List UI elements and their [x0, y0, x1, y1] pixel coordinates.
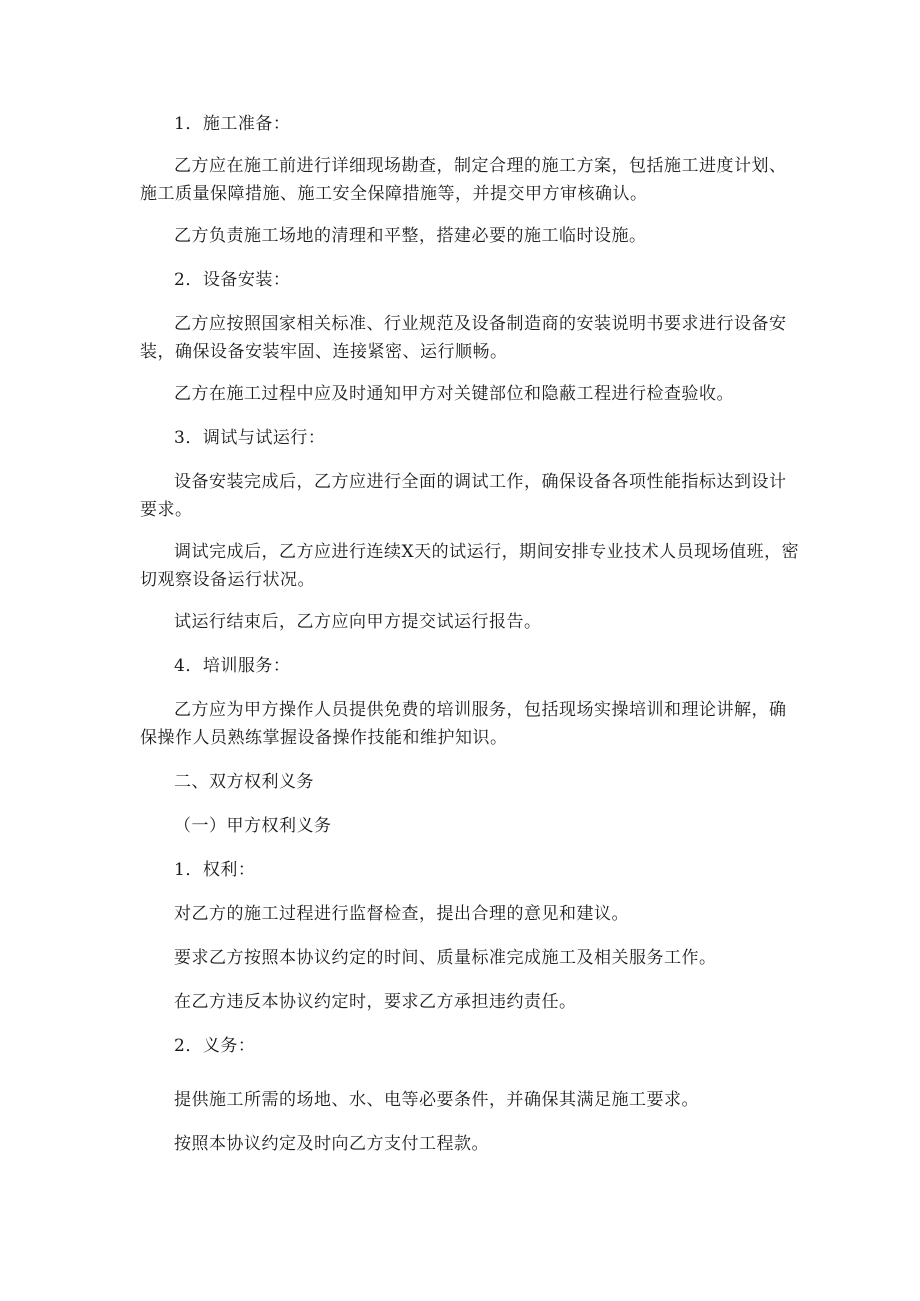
chapter-heading-rights-obligations: 二、双方权利义务: [174, 772, 314, 792]
paragraph: 乙方在施工过程中应及时通知甲方对关键部位和隐蔽工程进行检查验收。: [174, 384, 734, 404]
paragraph: 在乙方违反本协议约定时，要求乙方承担违约责任。: [174, 992, 577, 1012]
section-heading-debug-trial-run: 3．调试与试运行：: [174, 428, 326, 448]
paragraph: 按照本协议约定及时向乙方支付工程款。: [174, 1134, 489, 1154]
subsection-heading-party-a: （一）甲方权利义务: [174, 816, 332, 836]
paragraph: 调试完成后，乙方应进行连续X天的试运行，期间安排专业技术人员现场值班，密切观察设备运行状况。: [140, 542, 800, 590]
section-heading-construction-prep: 1．施工准备：: [174, 114, 291, 134]
paragraph: 乙方应在施工前进行详细现场勘查，制定合理的施工方案，包括施工进度计划、施工质量保障措施、施工安全保障措施等，并提交甲方审核确认。: [140, 156, 787, 204]
section-heading-obligations: 2．义务：: [174, 1036, 256, 1056]
paragraph: 试运行结束后，乙方应向甲方提交试运行报告。: [174, 612, 542, 632]
section-heading-training-service: 4．培训服务：: [174, 656, 291, 676]
paragraph: 提供施工所需的场地、水、电等必要条件，并确保其满足施工要求。: [174, 1090, 699, 1110]
section-heading-equipment-install: 2．设备安装：: [174, 270, 291, 290]
paragraph: 乙方应按照国家相关标准、行业规范及设备制造商的安装说明书要求进行设备安装，确保设备安装牢固、连接紧密、运行顺畅。: [140, 314, 787, 362]
paragraph: 乙方负责施工场地的清理和平整，搭建必要的施工临时设施。: [174, 226, 647, 246]
paragraph: 对乙方的施工过程进行监督检查，提出合理的意见和建议。: [174, 904, 629, 924]
section-heading-rights: 1．权利：: [174, 860, 256, 880]
paragraph: 要求乙方按照本协议约定的时间、质量标准完成施工及相关服务工作。: [174, 948, 717, 968]
paragraph: 设备安装完成后，乙方应进行全面的调试工作，确保设备各项性能指标达到设计要求。: [140, 472, 787, 520]
paragraph: 乙方应为甲方操作人员提供免费的培训服务，包括现场实操培训和理论讲解，确保操作人员熟练掌握设备操作技能和维护知识。: [140, 700, 787, 748]
